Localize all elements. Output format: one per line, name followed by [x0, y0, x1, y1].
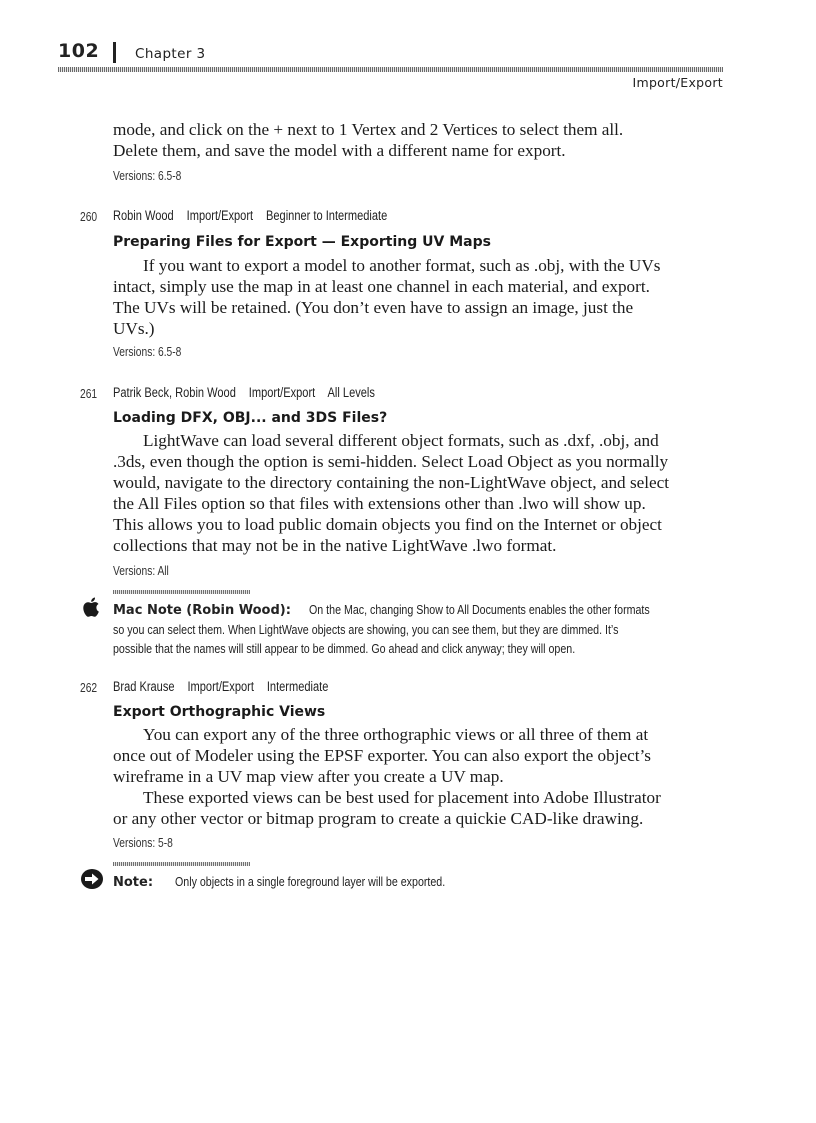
- tip-title: Loading DFX, OBJ... and 3DS Files?: [113, 410, 388, 426]
- body-line: This allows you to load public domain objects you find on the Internet or object: [113, 515, 662, 534]
- body-line: collections that may not be in the native LightWave .lwo format.: [113, 536, 557, 555]
- tip-body: [113, 724, 738, 829]
- tip-number: 262: [80, 681, 98, 695]
- body-line: once out of Modeler using the EPSF exporter. You can also export the object’s: [113, 746, 651, 765]
- tip-title: Preparing Files for Export — Exporting UV Maps: [113, 234, 491, 250]
- versions-label: Versions: 5-8: [113, 836, 173, 850]
- tip-author: Patrik Beck, Robin Wood: [113, 385, 236, 400]
- body-line: Delete them, and save the model with a different name for export.: [113, 141, 566, 160]
- tip-category: Import/Export: [187, 679, 254, 694]
- tip-category: Import/Export: [248, 385, 316, 400]
- tip-level: Beginner to Intermediate: [266, 208, 388, 223]
- tip-body: [113, 430, 738, 556]
- note-line: possible that the names will still appear to be dimmed. Go ahead and click anyway; they will open.: [113, 641, 576, 656]
- tip-body: [113, 255, 733, 339]
- body-line: would, navigate to the directory containing the non-LightWave object, and select: [113, 473, 670, 492]
- note: [113, 872, 753, 892]
- tip-meta: [113, 679, 338, 694]
- mac-note: [113, 600, 753, 658]
- intro-paragraph: [113, 119, 733, 161]
- note-rule: [113, 590, 250, 594]
- body-line: intact, simply use the map in at least one channel in each material, and export.: [113, 277, 650, 296]
- section-label: Import/Export: [632, 75, 723, 90]
- tip-level: All Levels: [327, 385, 375, 400]
- arrow-right-icon: [80, 868, 104, 890]
- body-line: mode, and click on the + next to 1 Vertex and 2 Vertices to select them all.: [113, 120, 624, 139]
- versions-label: Versions: 6.5-8: [113, 169, 182, 183]
- apple-icon: [80, 595, 104, 619]
- body-line: the All Files option so that files with extensions other than .lwo will show up.: [113, 494, 646, 513]
- body-line: These exported views can be best used for placement into Adobe Illustrator: [143, 788, 661, 807]
- tip-title: Export Orthographic Views: [113, 704, 326, 720]
- body-line: UVs.): [113, 319, 155, 338]
- note-rule: [113, 862, 250, 866]
- tip-number: 261: [80, 387, 98, 401]
- versions-label: Versions: All: [113, 564, 169, 578]
- body-line: or any other vector or bitmap program to create a quickie CAD-like drawing.: [113, 809, 644, 828]
- body-line: If you want to export a model to another format, such as .obj, with the UVs: [143, 256, 661, 275]
- tip-meta: [113, 208, 397, 223]
- body-line: .3ds, even though the option is semi-hidden. Select Load Object as you normally: [113, 452, 669, 471]
- tip-number: 260: [80, 210, 98, 224]
- note-label: Note:: [113, 875, 154, 890]
- tip-author: Robin Wood: [113, 208, 174, 223]
- versions-label: Versions: 6.5-8: [113, 345, 182, 359]
- header-divider: [113, 42, 116, 63]
- note-label: Mac Note (Robin Wood):: [113, 603, 291, 618]
- body-line: LightWave can load several different object formats, such as .dxf, .obj, and: [143, 431, 659, 450]
- header-rule: [58, 67, 723, 72]
- tip-level: Intermediate: [266, 679, 329, 694]
- chapter-label: Chapter 3: [135, 46, 206, 62]
- note-line: On the Mac, changing Show to All Documents enables the other formats: [308, 602, 650, 617]
- body-line: wireframe in a UV map view after you create a UV map.: [113, 767, 504, 786]
- body-line: The UVs will be retained. (You don’t even have to assign an image, just the: [113, 298, 634, 317]
- note-line: Only objects in a single foreground layer will be exported.: [174, 874, 445, 889]
- tip-category: Import/Export: [186, 208, 254, 223]
- page-number: 102: [58, 40, 100, 62]
- body-line: You can export any of the three orthographic views or all three of them at: [143, 725, 649, 744]
- tip-author: Brad Krause: [113, 679, 175, 694]
- note-line: so you can select them. When LightWave objects are showing, you can see them, but they are dimmed. It’s: [113, 622, 619, 637]
- tip-meta: [113, 385, 385, 400]
